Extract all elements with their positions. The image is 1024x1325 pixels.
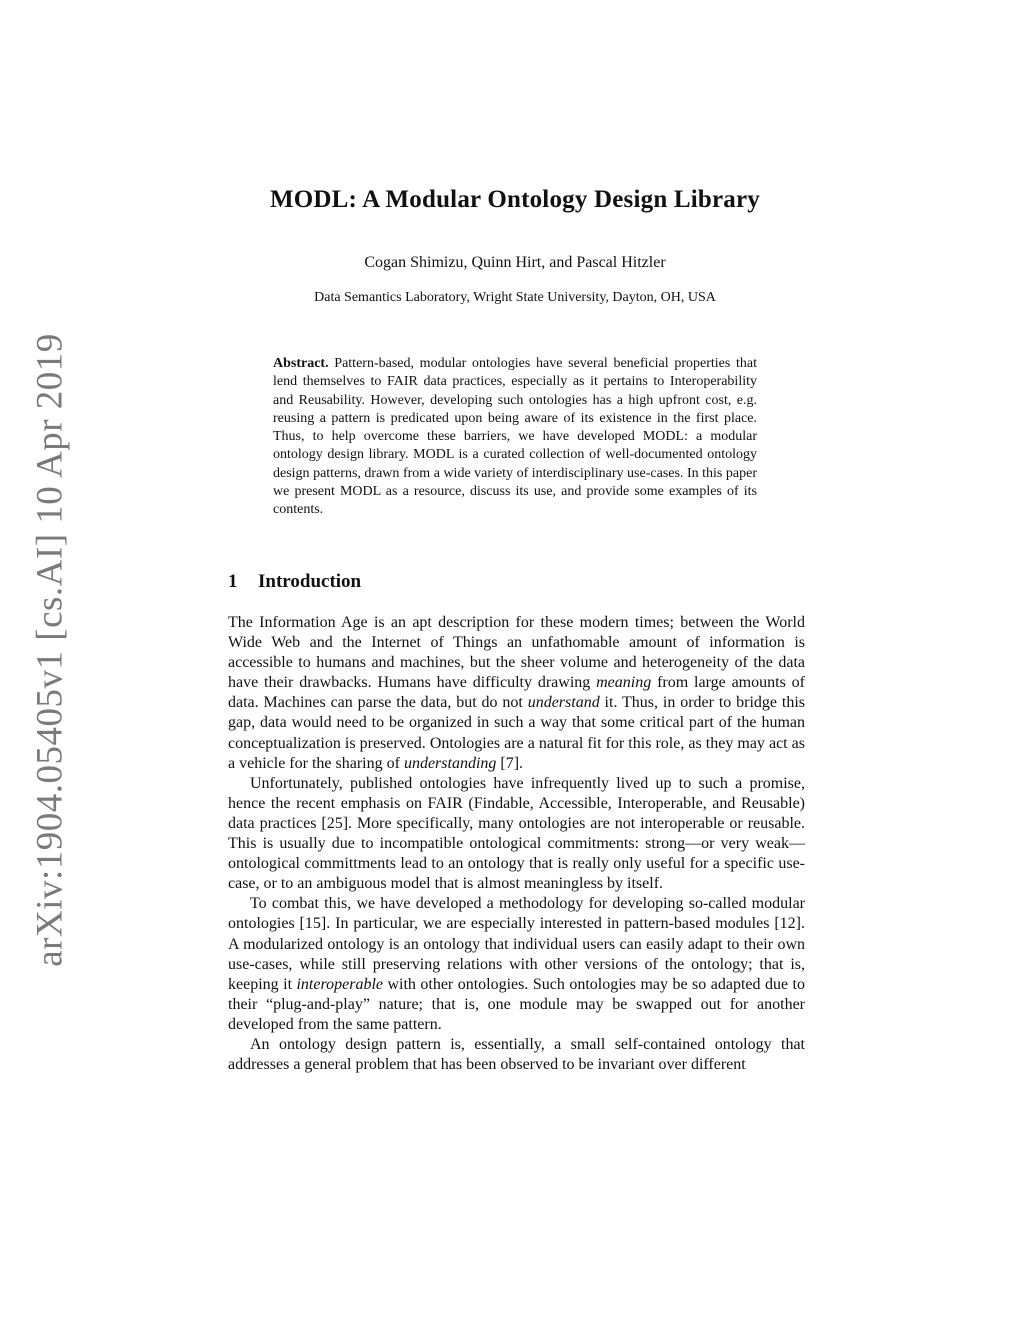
- paragraph-1-text-b: from large amounts of data. Machines can parse the data, but do not: [228, 674, 805, 712]
- paragraph-1-emphasis-understanding: understanding: [403, 754, 497, 772]
- paper-title: MODL: A Modular Ontology Design Library: [269, 186, 760, 213]
- abstract-label: Abstract.: [273, 356, 329, 371]
- paragraph-3: [228, 894, 805, 1035]
- paragraph-4: An ontology design pattern is, essentially, a small self-contained ontology that addresses a general problem that has been observed to be invariant over different: [228, 1035, 805, 1074]
- paragraph-1-text-a: The Information Age is an apt description for these modern times; between the World Wide Web and the Internet of Things an unfathomable amount of information is accessible to humans and machines, but the sheer volume and heterogeneity of the data have their drawbacks. Humans have difficulty drawing: [228, 614, 805, 692]
- paragraph-1-text-c: it. Thus, in order to bridge this gap, data would need to be organized in such a way that some critical part of the human conceptualization is preserved. Ontologies are a natural fit for this role, as they may act as a vehicle for the sharing of: [228, 694, 805, 772]
- paragraph-1: [228, 613, 805, 774]
- paragraph-3-emphasis-interoperable: interoperable: [296, 975, 383, 993]
- paragraph-3-text-b: with other ontologies. Such ontologies may be so adapted due to their “plug-and-play” nature; that is, one module may be swapped out for another developed from the same pattern.: [228, 975, 805, 1033]
- paragraph-1-text-d: [7].: [496, 754, 524, 772]
- section-title: Introduction: [258, 571, 362, 592]
- section-body: [228, 613, 805, 1075]
- section-heading: [228, 571, 361, 593]
- paragraph-1-emphasis-meaning: meaning: [596, 674, 652, 692]
- paragraph-2: Unfortunately, published ontologies have infrequently lived up to such a promise, hence the recent emphasis on FAIR (Findable, Accessible, Interoperable, and Reusable) data practices [25]. More specifically, many ontologies are not interoperable or reusable. This is usually due to incompatible ontological commitments: strong—or very weak—ontological committments lead to an ontology that is really only useful for a specific use-case, or to an ambiguous model that is almost meaningless by itself.: [228, 774, 805, 893]
- section-number: 1: [228, 571, 238, 592]
- author-affiliation: Data Semantics Laboratory, Wright State University, Dayton, OH, USA: [314, 290, 716, 305]
- abstract: [273, 355, 757, 520]
- arxiv-identifier-stamp: arXiv:1904.05405v1 [cs.AI] 10 Apr 2019: [29, 333, 71, 967]
- author-list: Cogan Shimizu, Quinn Hirt, and Pascal Hitzler: [364, 254, 666, 271]
- paragraph-3-text-a: To combat this, we have developed a methodology for developing so-called modular ontologies [15]. In particular, we are especially interested in pattern-based modules [12]. A modularized ontology is an ontology that individual users can easily adapt to their own use-cases, while still preserving relations with other versions of the ontology; that is, keeping it: [228, 895, 805, 993]
- abstract-text: Pattern-based, modular ontologies have several beneficial properties that lend themselves to FAIR data practices, especially as it pertains to Interoperability and Reusability. However, developing such ontologies has a high upfront cost, e.g. reusing a pattern is predicated upon being aware of its existence in the first place. Thus, to help overcome these barriers, we have developed MODL: a modular ontology design library. MODL is a curated collection of well-documented ontology design patterns, drawn from a wide variety of interdisciplinary use-cases. In this paper we present MODL as a resource, discuss its use, and provide some examples of its contents.: [273, 356, 757, 518]
- paragraph-1-emphasis-understand: understand: [527, 694, 600, 712]
